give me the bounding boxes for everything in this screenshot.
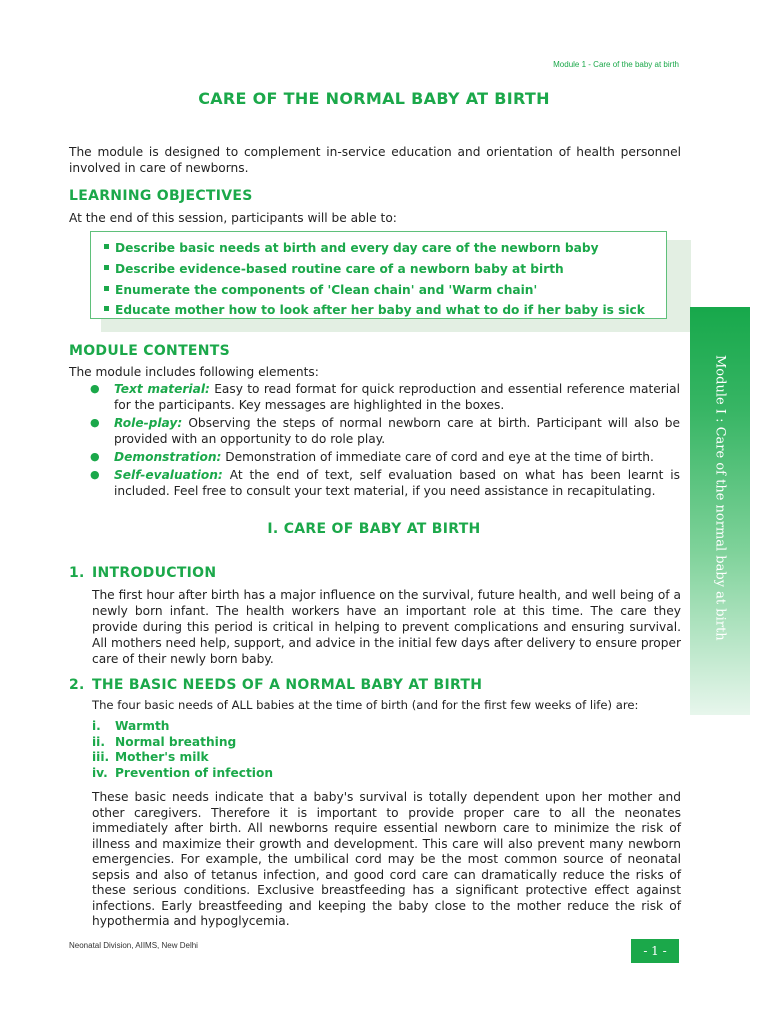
page-title: CARE OF THE NORMAL BABY AT BIRTH — [198, 89, 550, 108]
basic-needs-heading: 2. THE BASIC NEEDS OF A NORMAL BABY AT BIRTH — [69, 677, 483, 693]
list-item: i. Warmth — [92, 719, 170, 733]
basic-needs-paragraph: These basic needs indicate that a baby's survival is totally dependent upon her mother and other caregivers. Therefore it is important to provide proper care to all the neonates immediately after birth. All newborns require essential newborn care to minimize the risk of illness and maximize their growth and development. This care will also prevent many newborn emergencies. For example, the umbilical cord may be the most common source of neonatal sepsis and also of tetanus infection, and good cord care can dramatically reduce the risks of these serious conditions. Exclusive breastfeeding has a significant protective effect against infections. Early breastfeeding and keeping the baby close to the mother reduce the risk of hypothermia and hypoglycemia. — [92, 790, 681, 928]
square-bullet-icon — [104, 265, 109, 270]
footer-text: Neonatal Division, AIIMS, New Delhi — [69, 941, 198, 950]
section-title: I. CARE OF BABY AT BIRTH — [267, 521, 481, 537]
square-bullet-icon — [104, 306, 109, 311]
side-tab — [690, 307, 750, 715]
bullet-icon: ● — [90, 468, 100, 481]
introduction-heading: 1. INTRODUCTION — [69, 565, 217, 581]
list-item: iii. Mother's milk — [92, 750, 209, 765]
side-tab-label: Module I : Care of the normal baby at birth — [712, 355, 728, 641]
module-contents-heading: MODULE CONTENTS — [69, 343, 231, 359]
running-head: Module 1 - Care of the baby at birth — [553, 60, 679, 69]
list-item: ii. Normal breathing — [92, 734, 237, 749]
list-item: ● Text material: Easy to read format for quick reproduction and essential reference material for the participants. Key messages are highlighted in the boxes. — [90, 382, 680, 412]
bullet-icon: ● — [90, 450, 100, 463]
module-contents-subtitle: The module includes following elements: — [69, 365, 319, 379]
objective-item: Educate mother how to look after her baby and what to do if her baby is sick — [104, 300, 666, 321]
intro-paragraph: The module is designed to complement in-service education and orientation of health personnel involved in care of newborns. — [69, 145, 681, 175]
list-item: ● Role-play: Observing the steps of normal newborn care at birth. Participant will also be provided with an opportunity to do role play. — [90, 416, 680, 446]
square-bullet-icon — [104, 244, 109, 249]
page-number: - 1 - — [631, 939, 679, 963]
square-bullet-icon — [104, 286, 109, 291]
bullet-icon: ● — [90, 416, 100, 429]
bullet-icon: ● — [90, 382, 100, 395]
objective-item: Enumerate the components of 'Clean chain' and 'Warm chain' — [104, 280, 666, 301]
basic-needs-subtitle: The four basic needs of ALL babies at the time of birth (and for the first few weeks of life) are: — [92, 698, 639, 712]
basic-needs-list — [92, 719, 273, 781]
learning-objectives-heading: LEARNING OBJECTIVES — [69, 188, 253, 204]
learning-objectives-subtitle: At the end of this session, participants will be able to: — [69, 211, 397, 225]
introduction-paragraph: The first hour after birth has a major influence on the survival, future health, and well being of a newly born infant. The health workers have an important role at this time. The care they provide during this period is critical in helping to prevent complications and ensuring survival. All mothers need help, support, and advice in the initial few days after delivery to ensure proper care of their newly born baby. — [92, 588, 681, 666]
list-item: ● Demonstration: Demonstration of immediate care of cord and eye at the time of birth. — [90, 450, 654, 464]
list-item: ● Self-evaluation: At the end of text, self evaluation based on what has been learnt is included. Feel free to consult your text material, if you need assistance in recapitulating. — [90, 468, 680, 498]
objective-item: Describe evidence-based routine care of a newborn baby at birth — [104, 259, 666, 280]
list-item: iv. Prevention of infection — [92, 765, 274, 780]
objective-item: Describe basic needs at birth and every day care of the newborn baby — [104, 238, 666, 259]
objectives-box — [90, 231, 667, 319]
module-contents-list — [90, 381, 680, 501]
